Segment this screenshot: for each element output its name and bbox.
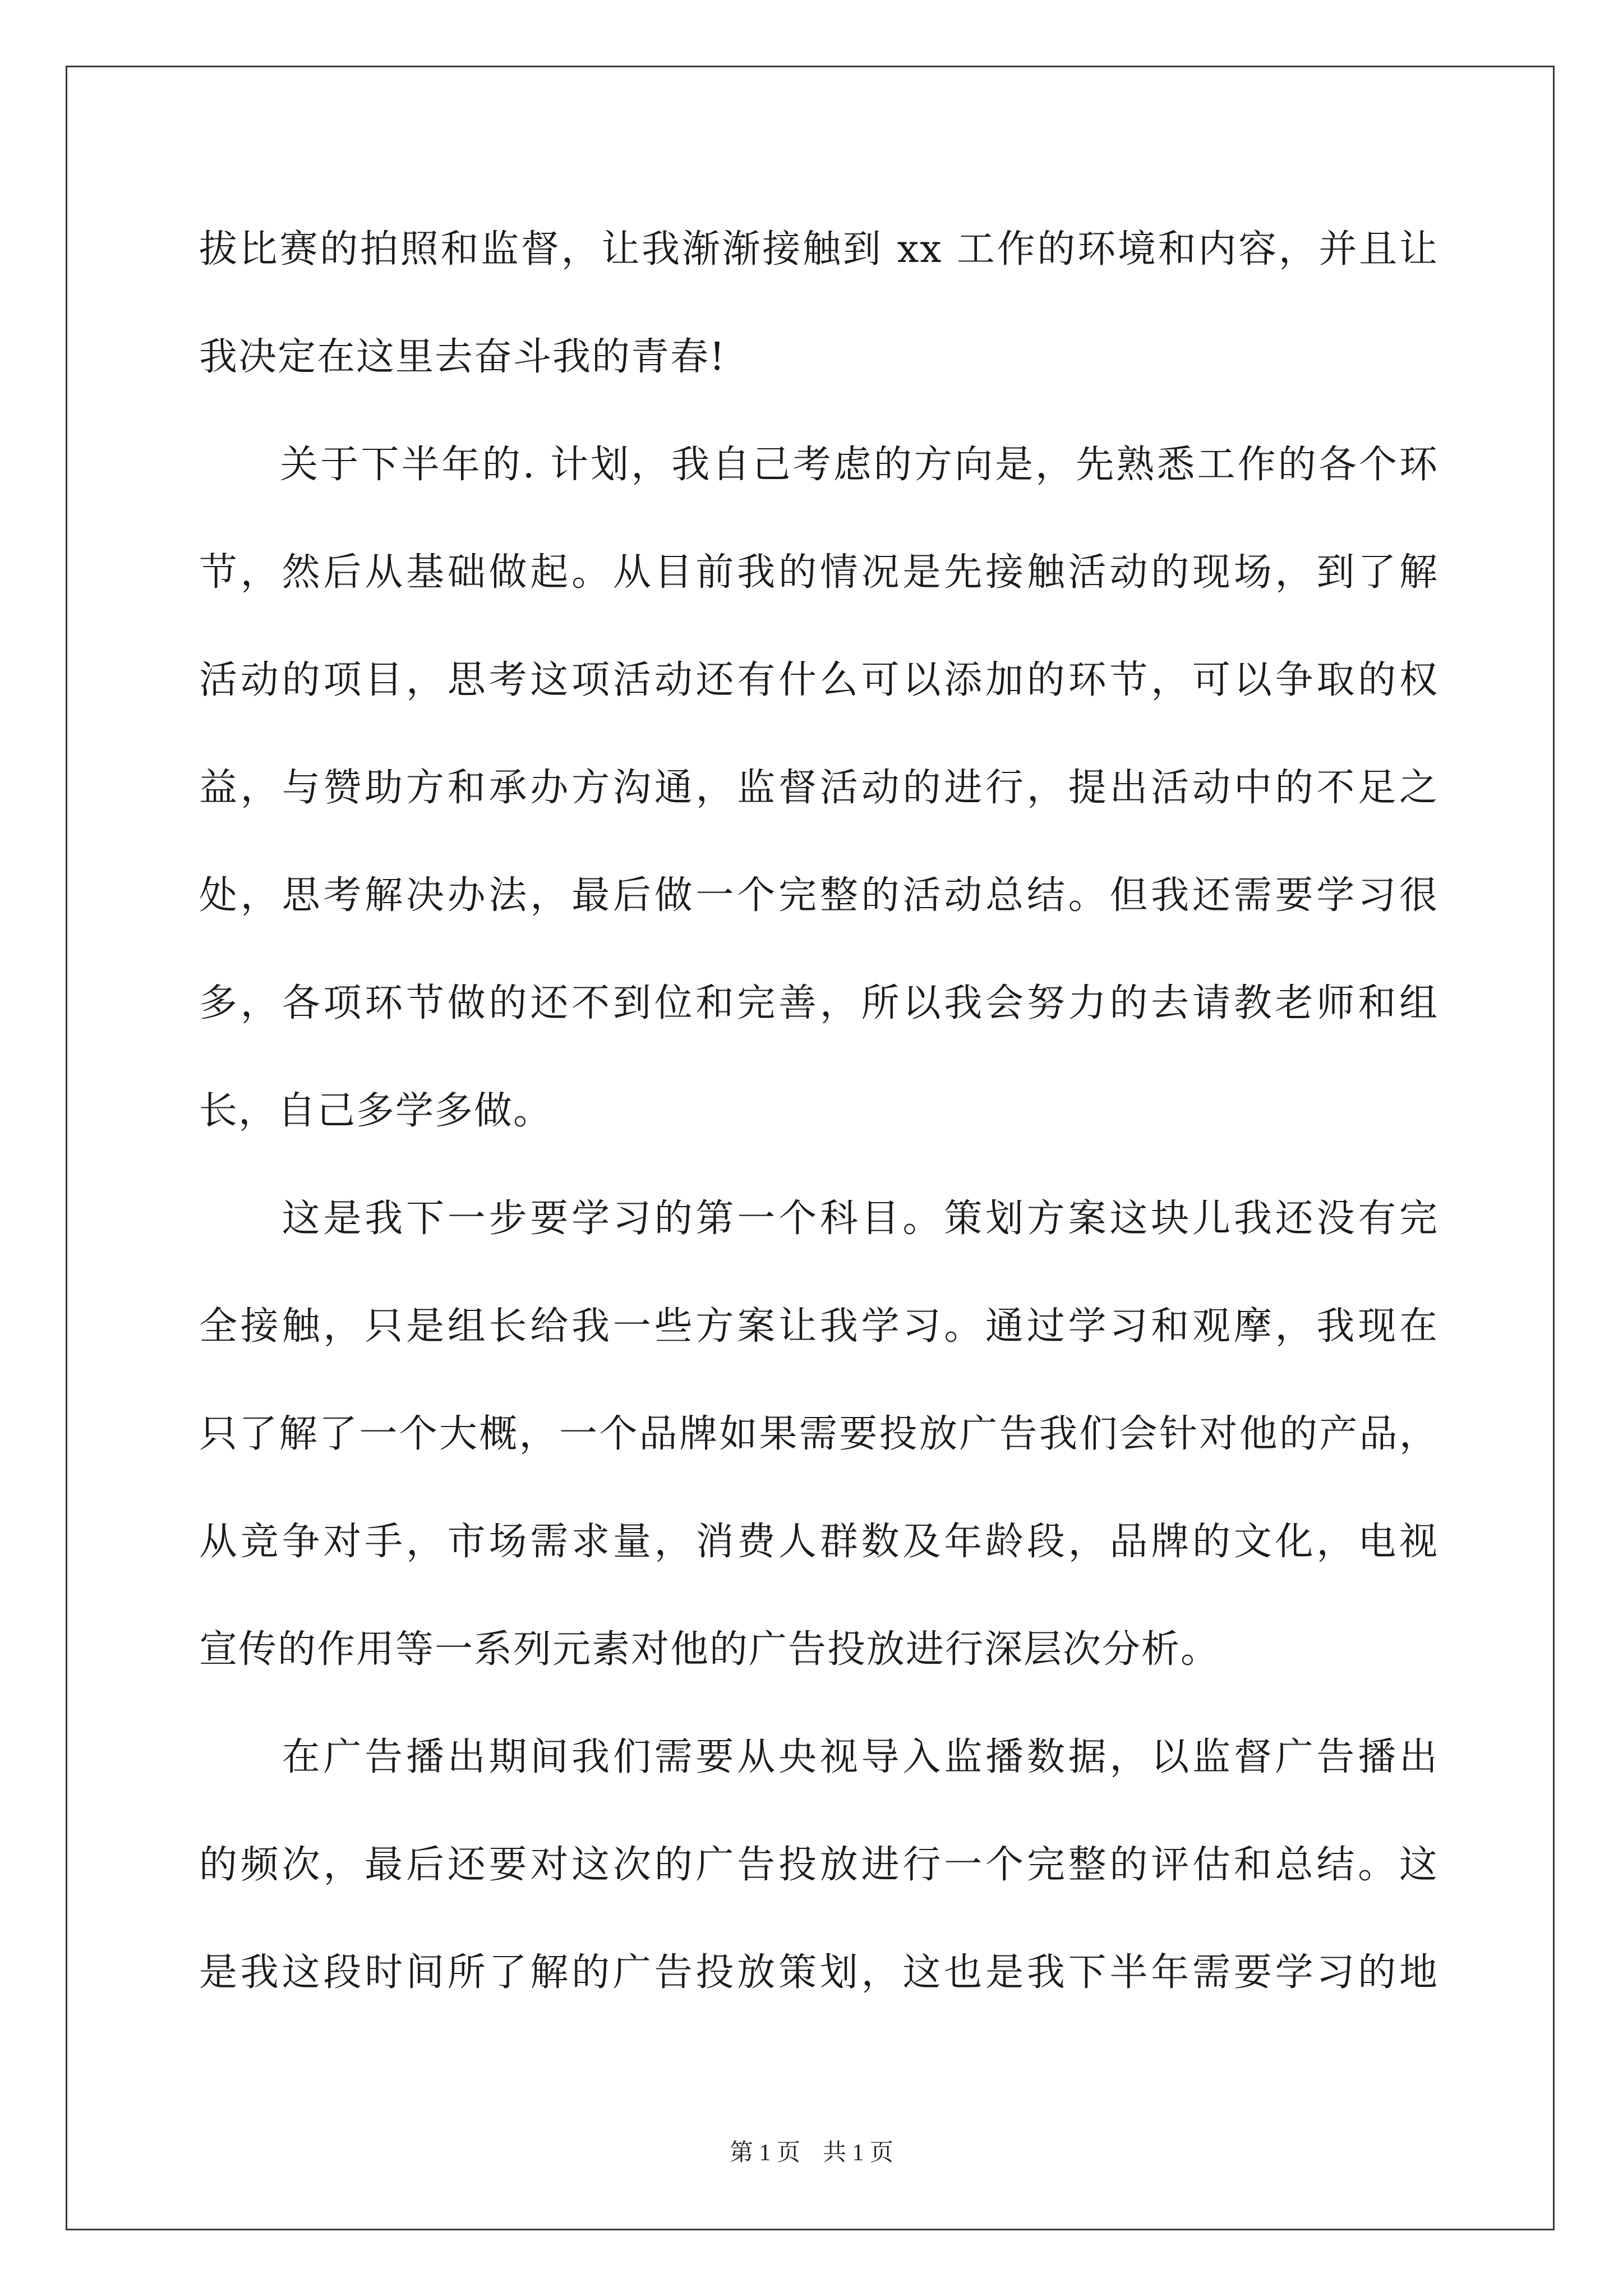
text-line: 在广告播出期间我们需要从央视导入监播数据，以监督广告播出 <box>199 1735 1438 1779</box>
text-line: 从竞争对手，市场需求量，消费人群数及年龄段，品牌的文化，电视 <box>199 1520 1438 1564</box>
document-body <box>199 222 1438 2053</box>
text-line: 多，各项环节做的还不到位和完善，所以我会努力的去请教老师和组 <box>199 981 1438 1025</box>
text-line: 益，与赞助方和承办方沟通，监督活动的进行，提出活动中的不足之 <box>199 766 1438 810</box>
text-line: 处，思考解决办法，最后做一个完整的活动总结。但我还需要学习很 <box>199 873 1438 918</box>
page-total: 共 1 页 <box>823 2140 894 2166</box>
text-line: 宣传的作用等一系列元素对他的广告投放进行深层次分析。 <box>199 1627 1220 1672</box>
page-number: 第 1 页 <box>729 2140 800 2166</box>
text-line: 长，自己多学多做。 <box>199 1089 553 1133</box>
page-footer <box>0 2136 1623 2170</box>
text-line: 是我这段时间所了解的广告投放策划，这也是我下半年需要学习的地 <box>199 1950 1438 1995</box>
text-line: 我决定在这里去奋斗我的青春! <box>199 335 726 379</box>
text-line: 活动的项目，思考这项活动还有什么可以添加的环节，可以争取的权 <box>199 658 1438 702</box>
text-line: 关于下半年的. 计划，我自己考虑的方向是，先熟悉工作的各个环 <box>199 443 1438 487</box>
text-line: 节，然后从基础做起。从目前我的情况是先接触活动的现场，到了解 <box>199 550 1438 595</box>
text-line: 拔比赛的拍照和监督，让我渐渐接触到 xx 工作的环境和内容，并且让 <box>199 227 1438 272</box>
text-line: 只了解了一个大概，一个品牌如果需要投放广告我们会针对他的产品， <box>199 1412 1438 1456</box>
text-line: 全接触，只是组长给我一些方案让我学习。通过学习和观摩，我现在 <box>199 1304 1438 1349</box>
text-line: 的频次，最后还要对这次的广告投放进行一个完整的评估和总结。这 <box>199 1843 1438 1887</box>
text-line: 这是我下一步要学习的第一个科目。策划方案这块儿我还没有完 <box>199 1197 1438 1241</box>
